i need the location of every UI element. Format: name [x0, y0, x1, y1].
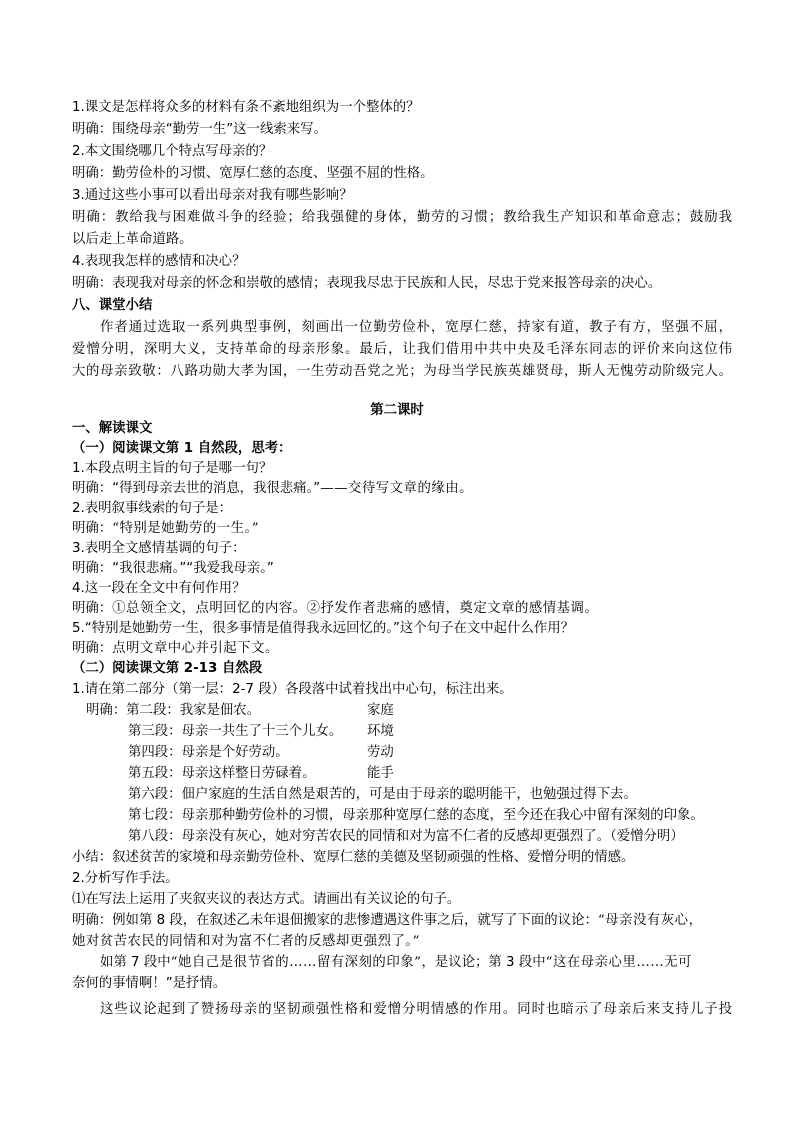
text-segment: 3.通过这些小事可以看出母亲对我有哪些影响？ — [72, 188, 353, 203]
text-segment: 明确： — [72, 521, 113, 536]
text-segment: ①总领全文，点明回忆的内容。②抒发作者悲痛的感情，奠定文章的感情基调。 — [112, 601, 599, 616]
text-segment: 第三段：母亲一共生了十三个儿女。 — [128, 724, 343, 739]
text-segment: 4.表现我怎样的感情和决心？ — [72, 254, 246, 269]
text-line — [128, 807, 732, 827]
text-segment: 明确： — [72, 601, 113, 616]
text-line — [72, 912, 732, 932]
text-segment: 以后走上革命道路。 — [72, 232, 193, 247]
text-line — [72, 143, 732, 163]
text-segment: 作者通过选取一系列典型事例，刻画出一位勤劳俭朴，宽厚仁慈，持家有道，教子有方，坚强不屈， — [100, 320, 732, 335]
text-line — [128, 765, 732, 785]
text-segment: 一、解读课文 — [72, 421, 153, 436]
side-note: 能手 — [367, 766, 394, 781]
text-line — [72, 500, 732, 520]
text-segment: 第八段：母亲没有灰心，她对穷苦农民的同情和对为富不仁者的反感却更强烈了。（爱憎分明） — [128, 829, 684, 844]
text-line — [128, 828, 732, 848]
text-segment: 1.请在第二部分（第一层：2-7 段）各段落中试着找出中心句，标注出来。 — [72, 682, 513, 697]
text-line — [86, 702, 732, 722]
text-segment: 2.表明叙事线索的句子是： — [72, 501, 233, 516]
text-line — [100, 954, 732, 974]
text-segment: 明确：“得到母亲去世的消息，我很悲痛。” — [72, 481, 321, 496]
text-segment: 爱憎分明，深明大义，支持革命的母亲形象。最后，让我们借用中共中央及毛泽东同志的评价来向这位伟 — [72, 342, 732, 357]
text-line — [72, 640, 732, 660]
text-segment: “她自己是很节省的……留有深刻的印象” — [170, 955, 422, 970]
section-heading — [72, 420, 732, 440]
text-line — [72, 933, 732, 953]
text-segment: 第四段：母亲是个好劳动。 — [128, 745, 289, 760]
text-line — [72, 540, 732, 560]
text-line — [72, 580, 732, 600]
text-segment: 她对贫苦农民的同情和对为富不仁者的反感却更强烈了。” — [72, 934, 420, 949]
text-segment: ，是议论；第 3 段中 — [421, 955, 546, 970]
text-segment: 2.分析写作手法。 — [72, 871, 179, 886]
text-segment: 5.“特别是她勤劳一生，很多事情是值得我永远回忆的。”这个句子在文中起什么作用？ — [72, 621, 575, 636]
text-segment: 3.表明全文感情基调的句子： — [72, 541, 246, 556]
text-segment: 八、课堂小结 — [72, 298, 153, 313]
text-line — [72, 520, 732, 540]
text-segment: “特别是她勤劳的一生。” — [112, 521, 260, 536]
section-heading — [72, 440, 732, 460]
text-line — [72, 891, 732, 911]
text-segment: 如第 7 段中 — [100, 955, 171, 970]
text-line — [100, 319, 732, 339]
text-line — [72, 620, 732, 640]
text-segment: 明确：例如第 8 段，在叙述乙未年退佃搬家的悲惨遭遇这件事之后，就写了下面的议论： — [72, 913, 598, 928]
text-segment: 大的母亲致敬：八路功勋大孝为国，一生劳动吾党之光；为母当学民族英雄贤母，斯人无愧劳动阶级完人。 — [72, 364, 732, 379]
text-line — [72, 480, 732, 500]
text-segment: ——交待写文章的缘由。 — [320, 481, 474, 496]
text-line — [72, 209, 732, 229]
text-segment: 1.课文是怎样将众多的材料有条不紊地组织为一个整体的？ — [72, 100, 420, 115]
text-line — [128, 723, 732, 743]
side-note: 家庭 — [367, 703, 394, 718]
text-line — [72, 275, 732, 295]
section-heading — [72, 660, 732, 680]
text-line — [72, 849, 732, 869]
text-segment: 这些议论起到了赞扬母亲的坚韧顽强性格和爱憎分明情感的作用。同时也暗示了母亲后来支持儿子投 — [100, 1002, 732, 1017]
text-segment: 明确：“我很悲痛。”“我爱我母亲。” — [72, 561, 274, 576]
side-note: 劳动 — [367, 745, 394, 760]
text-segment: “这在母亲心里……无可 — [545, 955, 692, 970]
text-segment: 小结：叙述贫苦的家境和母亲勤劳俭朴、宽厚仁慈的美德及坚韧顽强的性格、爱憎分明的情感。 — [72, 850, 635, 865]
text-line — [72, 560, 732, 580]
text-line — [100, 1001, 732, 1021]
text-segment: 第二课时 — [370, 403, 424, 418]
text-line — [72, 253, 732, 273]
text-segment: 明确： — [72, 641, 113, 656]
text-line — [72, 231, 732, 251]
text-segment: 明确：围绕母亲“勤劳一生”这一线索来写。 — [72, 122, 327, 137]
text-segment: 点明文章中心并引起下文。 — [112, 641, 279, 656]
text-line — [72, 187, 732, 207]
text-segment: 明确：教给我与困难做斗争的经验；给我强健的身体，勤劳的习惯；教给我生产知识和革命意志；鼓励我 — [72, 210, 732, 225]
text-line — [72, 121, 732, 141]
text-line — [72, 341, 732, 361]
text-line — [72, 870, 732, 890]
text-line — [72, 681, 732, 701]
text-segment: ⑴在写法上运用了夹叙夹议的表达方式。请画出有关议论的句子。 — [72, 892, 461, 907]
text-line — [72, 975, 732, 995]
text-segment: “母亲没有灰心， — [597, 913, 703, 928]
text-segment: 2.本文围绕哪几个特点写母亲的？ — [72, 144, 273, 159]
section-title — [0, 402, 794, 422]
text-segment: 奈何的事情啊！”是抒情。 — [72, 976, 227, 991]
text-line — [72, 165, 732, 185]
text-segment: 第六段：佃户家庭的生活自然是艰苦的，可是由于母亲的聪明能干，也勉强过得下去。 — [128, 787, 637, 802]
text-segment: （二）阅读课文第 2-13 自然段 — [72, 661, 263, 676]
text-segment: 第五段：母亲这样整日劳碌着。 — [128, 766, 316, 781]
text-segment: 1.本段点明主旨的句子是哪一句？ — [72, 461, 273, 476]
text-line — [72, 363, 732, 383]
text-line — [128, 744, 732, 764]
text-line — [128, 786, 732, 806]
text-segment: 4.这一段在全文中有何作用？ — [72, 581, 246, 596]
text-segment: （一）阅读课文第 1 自然段，思考： — [72, 441, 292, 456]
text-segment: 明确：表现我对母亲的怀念和崇敬的感情；表现我尽忠于民族和人民，尽忠于党来报答母亲的决心。 — [72, 276, 662, 291]
text-line — [72, 460, 732, 480]
text-segment: 第七段：母亲那种勤劳俭朴的习惯，母亲那种宽厚仁慈的态度，至今还在我心中留有深刻的印象。 — [128, 808, 704, 823]
side-note: 环境 — [367, 724, 394, 739]
text-segment: 明确：第二段：我家是佃农。 — [86, 703, 261, 718]
section-heading — [72, 297, 732, 317]
text-line — [72, 600, 732, 620]
text-line — [72, 99, 732, 119]
text-segment: 明确：勤劳俭朴的习惯、宽厚仁慈的态度、坚强不屈的性格。 — [72, 166, 434, 181]
